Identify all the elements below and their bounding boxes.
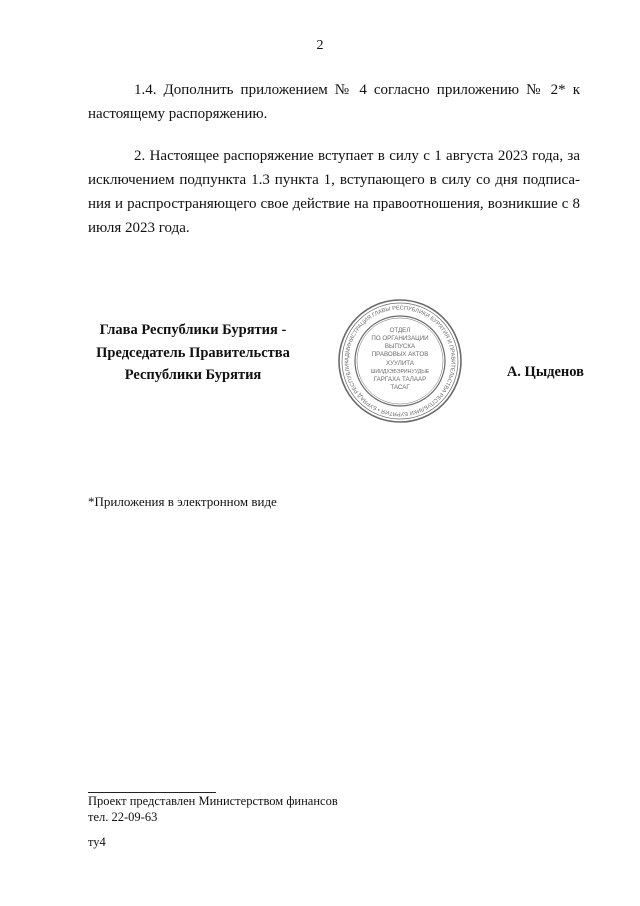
paragraph-2: 2. Настоящее распоряжение вступает в силу с 1 августа 2023 года, за исключением подпункта 1.3 пункта 1, вступающего в силу со дня подписа-ния и распространяющего свое действие на правоотношения, возникшие с 8 июля 2023 года. [88,148,580,236]
official-seal-stamp [336,297,464,425]
seal-inner-line: ХУУЛИТА [386,360,414,367]
paragraph-1-4: 1.4. Дополнить приложением № 4 согласно приложению № 2* к настоящему распоряжению. [88,82,580,122]
seal-inner-line: ТАСАГ [390,384,410,391]
seal-inner-line: ПРАВОВЫХ АКТОВ [371,351,429,358]
seal-inner-line: ПО ОРГАНИЗАЦИИ [371,335,429,342]
signature-position-line: Председатель Правительства [96,344,290,361]
signature-position-block [80,319,306,387]
seal-ring-text: АДМИНИСТРАЦИЯ ГЛАВЫ РЕСПУБЛИКИ БУРЯТИЯ И ПРАВИТЕЛЬСТВА РЕСПУБЛИКИ БУРЯТИЯ • БУРЯАД РЕСПУБЛИК [344,305,456,417]
signer-name: А. Цыденов [506,364,584,380]
signature-position-line: Республики Бурятия [124,367,262,383]
footer-phone: тел. 22-09-63 [88,810,158,824]
footer-document-code: ту4 [88,835,106,849]
seal-inner-line: ВЫПУСКА [384,343,416,350]
seal-inner-line: ОТДЕЛ [389,327,411,334]
attachments-note: *Приложения в электронном виде [88,494,277,509]
seal-inner-line: ШИИДХЭБЭРИНУУДЫЕ [370,369,430,375]
seal-inner-line: ГАРГАХА ТАЛААР [373,376,427,383]
page-number: 2 [316,38,324,53]
footer-divider [88,792,216,793]
signature-position-line: Глава Республики Бурятия - [99,322,287,338]
seal-graphic [336,297,464,425]
footer-presented-by: Проект представлен Министерством финансов [88,794,338,808]
